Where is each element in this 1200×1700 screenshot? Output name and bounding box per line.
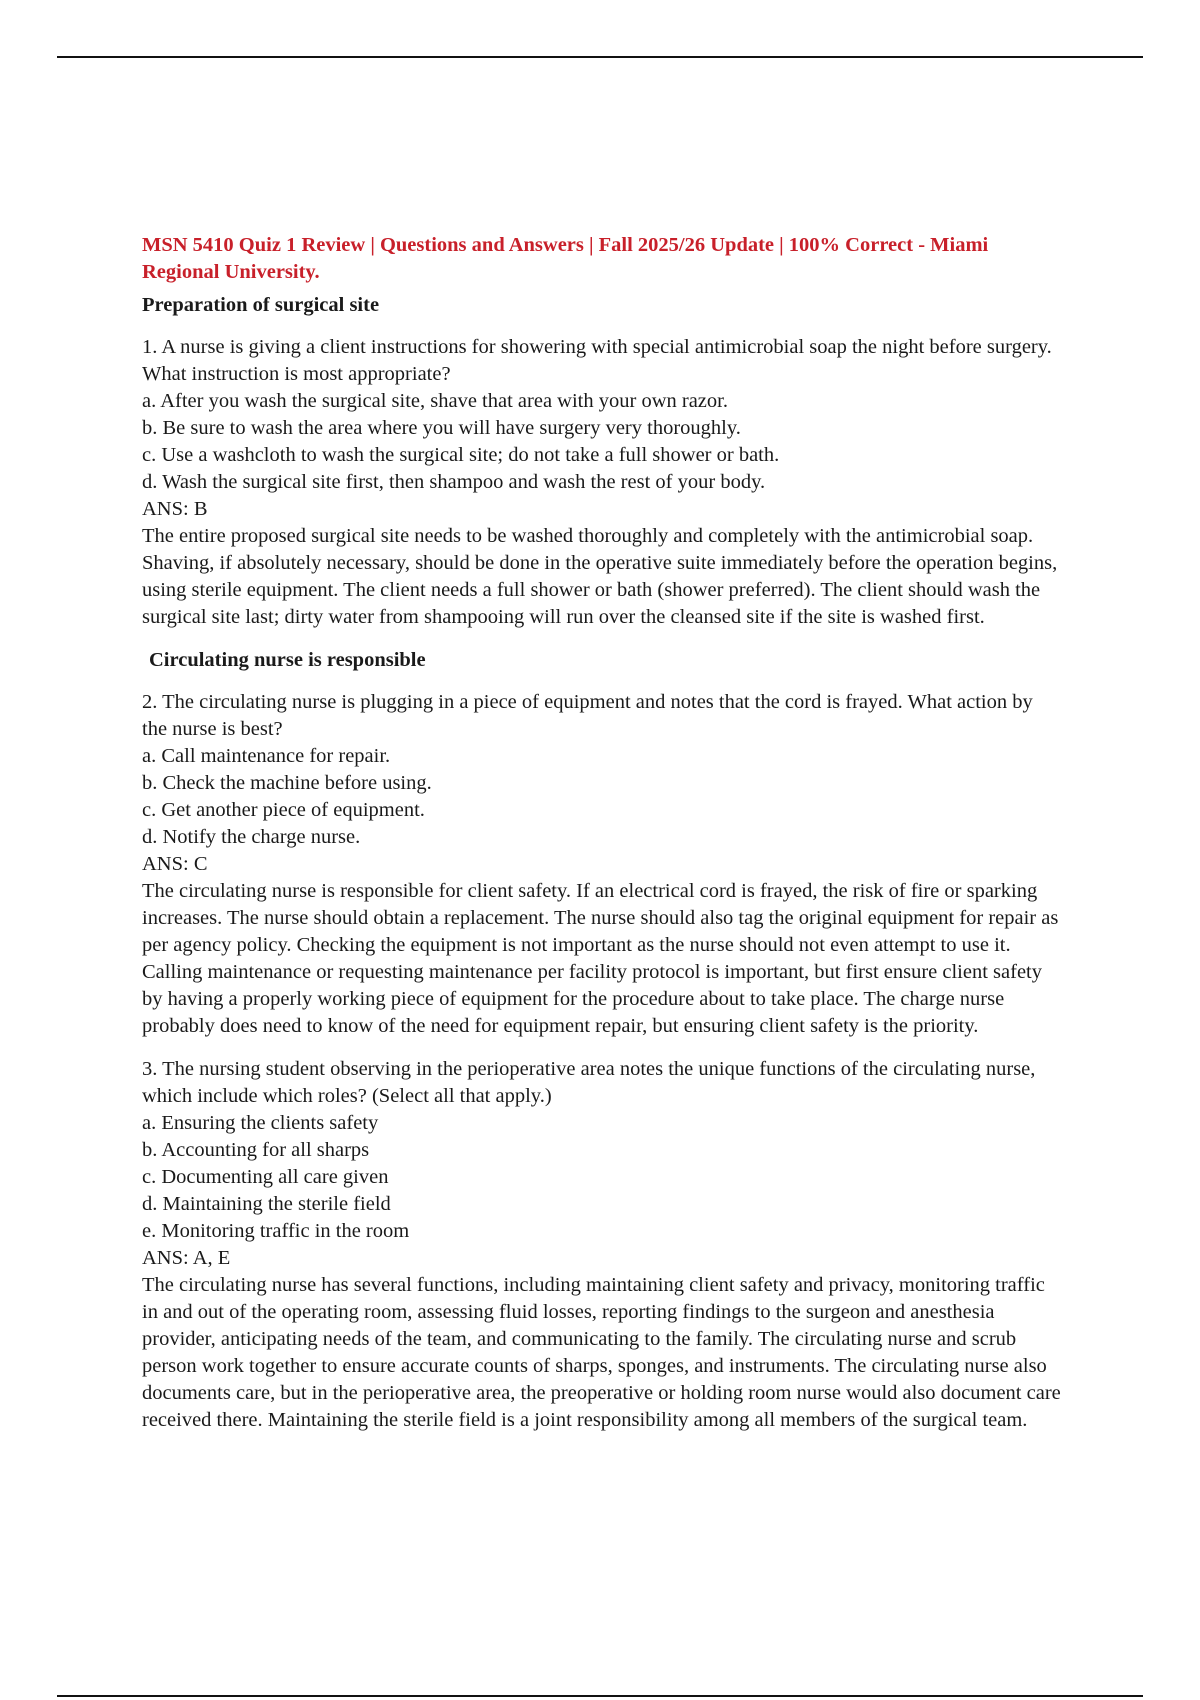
section-heading: Circulating nurse is responsible (149, 649, 426, 671)
option-c: c. Get another piece of equipment. (142, 799, 425, 821)
answer-key: ANS: C (142, 853, 208, 875)
answer-key: ANS: A, E (142, 1247, 231, 1269)
section-circulating-nurse (142, 647, 1062, 1434)
rationale: The circulating nurse has several functions, including maintaining client safety and privacy, monitoring traffic in and out of the operating room, assessing fluid losses, reporting findings to the surgeon and anesthesia provider, anticipating needs of the team, and communicating to the family. The circulating nurse and scrub person work together to ensure accurate counts of sharps, sponges, and instruments. The circulating nurse also documents care, but in the perioperative area, the preoperative or holding room nurse would also document care received there. Maintaining the sterile field is a joint responsibility among all members of the surgical team. (142, 1274, 1061, 1431)
rationale: The entire proposed surgical site needs to be washed thoroughly and completely with the antimicrobial soap. Shaving, if absolutely necessary, should be done in the operative suite immediately before the operation begins, using sterile equipment. The client needs a full shower or bath (shower preferred). The client should wash the surgical site last; dirty water from shampooing will run over the cleansed site if the site is washed first. (142, 525, 1058, 628)
option-a: a. Call maintenance for repair. (142, 745, 391, 767)
option-e: e. Monitoring traffic in the room (142, 1220, 410, 1242)
option-d: d. Wash the surgical site first, then shampoo and wash the rest of your body. (142, 471, 766, 493)
question-block-1 (142, 334, 1062, 631)
question-block-3 (142, 1056, 1062, 1434)
header-rule (57, 56, 1143, 58)
footer-rule (57, 1695, 1143, 1697)
rationale: The circulating nurse is responsible for client safety. If an electrical cord is frayed, the risk of fire or sparking increases. The nurse should obtain a replacement. The nurse should also tag the original equipment for repair as per agency policy. Checking the equipment is not important as the nurse should not even attempt to use it. Calling maintenance or requesting maintenance per facility protocol is important, but first ensure client safety by having a properly working piece of equipment for the procedure about to take place. The charge nurse probably does need to know of the need for equipment repair, but ensuring client safety is the priority. (142, 880, 1059, 1037)
question-stem: 3. The nursing student observing in the perioperative area notes the unique functions of the circulating nurse, which include which roles? (Select all that apply.) (142, 1058, 1036, 1107)
question-stem: 2. The circulating nurse is plugging in a piece of equipment and notes that the cord is frayed. What action by the nurse is best? (142, 691, 1033, 740)
option-b: b. Be sure to wash the area where you will have surgery very thoroughly. (142, 417, 741, 439)
option-d: d. Notify the charge nurse. (142, 826, 361, 848)
option-d: d. Maintaining the sterile field (142, 1193, 391, 1215)
section-heading: Preparation of surgical site (142, 294, 380, 316)
option-a: a. Ensuring the clients safety (142, 1112, 379, 1134)
question-stem: 1. A nurse is giving a client instructions for showering with special antimicrobial soap the night before surgery. What instruction is most appropriate? (142, 336, 1052, 385)
option-c: c. Documenting all care given (142, 1166, 389, 1188)
option-a: a. After you wash the surgical site, shave that area with your own razor. (142, 390, 728, 412)
option-b: b. Accounting for all sharps (142, 1139, 370, 1161)
document-title: MSN 5410 Quiz 1 Review | Questions and Answers | Fall 2025/26 Update | 100% Correct - Miami Regional University. (142, 234, 989, 283)
section-preparation (142, 292, 1062, 631)
answer-key: ANS: B (142, 498, 208, 520)
question-block-2 (142, 689, 1062, 1040)
option-c: c. Use a washcloth to wash the surgical site; do not take a full shower or bath. (142, 444, 780, 466)
document-body (142, 232, 1062, 1434)
option-b: b. Check the machine before using. (142, 772, 432, 794)
